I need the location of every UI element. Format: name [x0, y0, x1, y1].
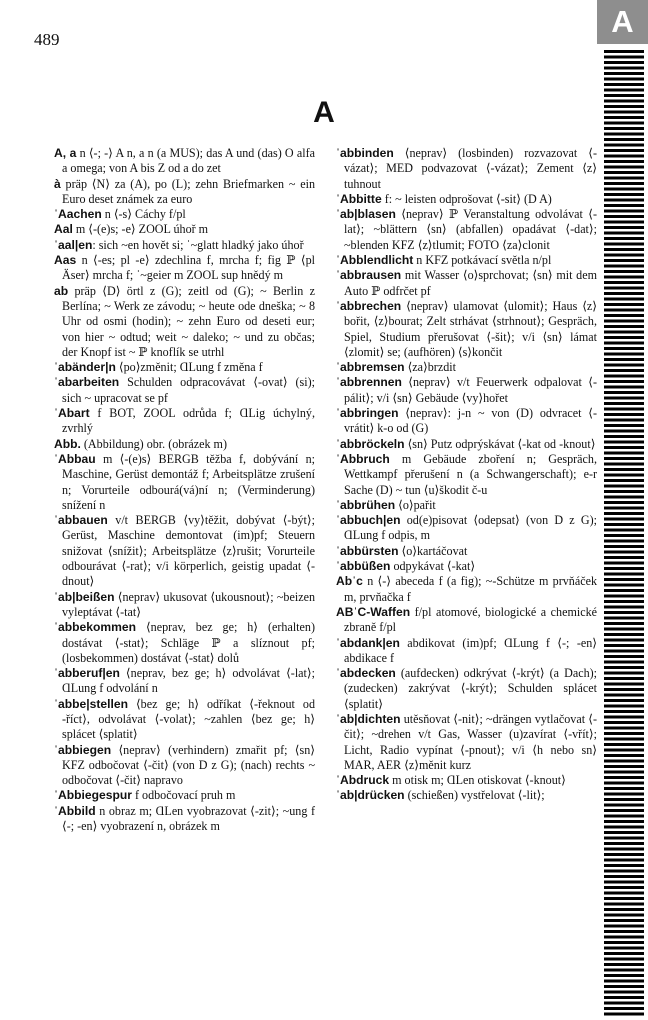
dictionary-entry: [336, 268, 597, 299]
entry-definition: m otisk m; ⱭLen otiskovat ⟨-knout⟩: [389, 773, 566, 788]
entry-headword: A, a: [54, 146, 77, 160]
dictionary-entry: [336, 146, 597, 192]
entry-headword: ABˈC-Waffen: [336, 604, 411, 619]
entry-definition: präp ⟨N⟩ za (A), po (L); zehn Briefmarken ~ ein Euro deset známek za euro: [60, 176, 315, 206]
entry-definition: n ⟨-es; pl -e⟩ zdechlina f, mrcha f; fig ℙ ⟨pl Äser⟩ mrcha f; ˈ~geier m ZOOL sup hnědý m: [62, 253, 315, 283]
entry-headword: ˈAbbild: [54, 803, 96, 818]
entry-definition: ⟨neprav⟩ (verhindern) zmařit pf; ⟨sn⟩ KFZ odbočovat ⟨-čit⟩ (von D z G); (nach) rechts ~ odbočovat ⟨-čit⟩ napravo: [62, 742, 315, 788]
dictionary-entry: [336, 544, 597, 559]
entry-headword: ˈabbauen: [54, 513, 108, 528]
entry-definition: Schulden odpracovávat ⟨-ovat⟩ (si); sich ~ upracovat se pf: [62, 375, 315, 405]
dictionary-entry: [54, 804, 315, 835]
entry-headword: ˈabbremsen: [336, 360, 405, 375]
entry-definition: f BOT, ZOOL odrůda f; ⱭLig úchylný, zvrhlý: [62, 406, 315, 436]
dictionary-entry: [336, 574, 597, 605]
entry-headword: ˈabbüßen: [336, 559, 391, 574]
entry-definition: ⟨za⟩brzdit: [404, 360, 456, 375]
page-number: 489: [34, 30, 60, 49]
dictionary-entry: [54, 207, 315, 222]
entry-definition: (Abbildung) obr. (obrázek m): [80, 436, 227, 451]
entry-headword: ˈabbuch|en: [336, 513, 401, 528]
entry-definition: od(e)pisovat ⟨odepsat⟩ (von D z G); ⱭLung f odpis, m: [344, 513, 597, 543]
entry-definition: ⟨neprav⟩ (losbinden) rozvazovat ⟨-vázat⟩; MED podvazovat ⟨-vázat⟩; Zement ⟨z⟩tuhnout: [344, 146, 597, 191]
entry-definition: ⟨o⟩pařit: [395, 497, 436, 512]
dictionary-entry: [54, 788, 315, 803]
left-column: [54, 146, 315, 834]
dictionary-entry: [336, 559, 597, 574]
entry-definition: ⟨sn⟩ Putz odprýskávat ⟨-kat od -knout⟩: [404, 436, 596, 451]
entry-definition: ⟨po⟩změnit; ⱭLung f změna f: [115, 360, 263, 375]
dictionary-entry: [336, 452, 597, 498]
entry-definition: f/pl atomové, biologické a chemické zbraně f/pl: [344, 604, 597, 635]
entry-definition: f: ~ leisten odprošovat ⟨-sit⟩ (D A): [381, 191, 552, 206]
entry-definition: ⟨neprav⟩ ukusovat ⟨ukousnout⟩; ~beizen vyleptávat ⟨-tat⟩: [62, 589, 315, 619]
entry-definition: : sich ~en hovět si; ˈ~glatt hladký jako úhoř: [92, 237, 304, 252]
dictionary-entry: [336, 192, 597, 207]
entry-definition: ⟨neprav⟩ ℙ Veranstaltung odvolávat ⟨-lat⟩; ~blättern ⟨sn⟩ (abfallen) opadávat ⟨-dat⟩; ~blenden KFZ ⟨z⟩tlumit; FOTO ⟨za⟩clonit: [344, 207, 597, 252]
entry-definition: n ⟨-⟩ abeceda f (a fig); ~-Schütze m prvňáček m, prvňačka f: [344, 574, 597, 604]
entry-headword: ˈabbrennen: [336, 375, 402, 390]
dictionary-entry: [54, 375, 315, 406]
entry-definition: ⟨o⟩kartáčovat: [398, 543, 468, 558]
dictionary-entry: [336, 773, 597, 788]
entry-definition: (schießen) vystřelovat ⟨-lit⟩;: [404, 788, 545, 803]
entry-headword: ˈAbdruck: [336, 773, 390, 788]
dictionary-entry: [54, 513, 315, 589]
entry-definition: ⟨neprav, bez ge; h⟩ odvolávat ⟨-lat⟩; ⱭLung f odvolání n: [62, 666, 315, 696]
entry-headword: ˈAbbitte: [336, 191, 382, 206]
entry-definition: mit Wasser ⟨o⟩sprchovat; ⟨sn⟩ mit dem Auto ℙ odfrčet pf: [344, 268, 597, 298]
dictionary-entry: [54, 437, 315, 452]
entry-headword: ˈabdank|en: [336, 635, 400, 650]
thumb-index-stripes: [604, 50, 644, 1018]
entry-headword: Aal: [54, 222, 73, 237]
dictionary-entry: [336, 636, 597, 667]
entry-headword: ˈabbe|stellen: [54, 696, 128, 711]
dictionary-entry: [54, 177, 315, 208]
entry-headword: ˈaal|en: [54, 237, 93, 252]
entry-headword: ˈabbürsten: [336, 543, 399, 558]
entry-definition: v/t BERGB ⟨vy⟩těžit, dobývat ⟨-být⟩; Gerüst, Maschine demontovat (im)pf; Steuern snižovat ⟨snížit⟩; Arbeitsplätze ⟨z⟩rušit; Vorurteile odbourávat ⟨-rat⟩; v/i körperlich, geistig upadat ⟨-dnout⟩: [62, 513, 315, 589]
dictionary-entry: [336, 513, 597, 544]
entry-headword: ˈabbekommen: [54, 620, 136, 635]
right-column: [336, 146, 597, 804]
entry-definition: ⟨neprav⟩ v/t Feuerwerk odpalovat ⟨-pálit⟩; v/i ⟨sn⟩ Gebäude ⟨vy⟩hořet: [344, 375, 597, 405]
dictionary-entry: [336, 253, 597, 268]
entry-headword: ˈabbrausen: [336, 268, 402, 283]
dictionary-entry: [54, 620, 315, 666]
dictionary-entry: [336, 788, 597, 803]
entry-headword: ab: [54, 283, 69, 298]
dictionary-entry: [54, 146, 315, 177]
entry-definition: odpykávat ⟨-kat⟩: [390, 559, 476, 574]
section-letter-heading: A: [313, 96, 335, 129]
dictionary-entry: [54, 697, 315, 743]
entry-definition: m ⟨-(e)s⟩ BERGB těžba f, dobývání n; Maschine, Gerüst demontáž f; Arbeitsplätze zrušení n; Vorurteile odbourá(vá)ní n; (Verminderung) snížení n: [62, 451, 315, 512]
dictionary-entry: [336, 666, 597, 712]
entry-headword: ˈabbrühen: [336, 497, 396, 512]
dictionary-entry: [54, 452, 315, 513]
entry-headword: ˈAachen: [54, 207, 102, 222]
dictionary-entry: [336, 437, 597, 452]
entry-headword: à: [54, 176, 61, 191]
entry-headword: ˈab|beißen: [54, 589, 115, 604]
entry-definition: n ⟨-; -⟩ A n, a n (a MUS); das A und (das) O alfa a omega; von A bis Z od a do zet: [62, 146, 315, 176]
dictionary-entry: [54, 360, 315, 375]
entry-definition: ⟨neprav⟩: j-n ~ von (D) odvracet ⟨-vrátit⟩ k-o od (G): [344, 406, 597, 436]
entry-headword: ˈAbbau: [54, 451, 96, 466]
entry-definition: utěsňovat ⟨-nit⟩; ~drängen vytlačovat ⟨-čit⟩; ~drehen v/t Gas, Wasser (u)zavírat ⟨-vřít⟩; Licht, Radio vypínat ⟨-pnout⟩; v/i ⟨h nebo sn⟩ MAR, AER ⟨z⟩měnit kurz: [344, 711, 597, 772]
entry-definition: präp ⟨D⟩ örtl z (G); zeitl od (G); ~ Berlin z Berlína; ~ Werk ze závodu; ~ heute ode dneška; ~ 8 Uhr od osmi (hodin); ~ zehn Euro od deseti eur; von hier ~ odtud; weit ~ daleko; ~ und zu občas; der Knopf ist ~ ℙ knoflík se utrhl: [62, 283, 315, 359]
entry-headword: ˈabarbeiten: [54, 375, 120, 390]
entry-definition: m Gebäude zboření n; Gespräch, Wettkampf přerušení n (a Schwangerschaft); e-r Sache (D) ~ tun ⟨u⟩škodit č-u: [344, 451, 597, 497]
dictionary-entry: [336, 605, 597, 636]
dictionary-entry: [54, 284, 315, 360]
dictionary-entry: [336, 712, 597, 773]
entry-definition: n ⟨-s⟩ Cáchy f/pl: [101, 207, 186, 222]
entry-headword: Abˈc: [336, 574, 363, 589]
entry-definition: m ⟨-(e)s; -e⟩ ZOOL úhoř m: [72, 222, 209, 237]
entry-headword: ˈabbringen: [336, 406, 399, 421]
entry-headword: ˈabbrechen: [336, 298, 402, 313]
dictionary-entry: [336, 498, 597, 513]
entry-definition: n KFZ potkávací světla n/pl: [413, 253, 552, 268]
entry-headword: ˈabberuf|en: [54, 666, 120, 681]
entry-headword: ˈAbbiegespur: [54, 788, 132, 803]
dictionary-entry: [54, 666, 315, 697]
dictionary-entry: [336, 299, 597, 360]
entry-headword: ˈAbblendlicht: [336, 253, 414, 268]
entry-headword: ˈabbiegen: [54, 742, 112, 757]
dictionary-entry: [54, 238, 315, 253]
entry-definition: f odbočovací pruh m: [131, 788, 236, 803]
entry-headword: ˈAbbruch: [336, 451, 390, 466]
entry-definition: ⟨neprav⟩ ulamovat ⟨ulomit⟩; Haus ⟨z⟩bořit, ⟨z⟩bourat; Zelt strhávat ⟨strhnout⟩; Gespräch, Spiel, Studium přerušovat ⟨-šit⟩; v/i ⟨sn⟩ lámat ⟨zlomit⟩ se; (aufhören) ⟨s⟩končit: [344, 298, 597, 359]
thumb-index-tab: A: [597, 0, 648, 44]
dictionary-entry: [54, 253, 315, 284]
entry-headword: ˈabdecken: [336, 666, 396, 681]
dictionary-entry: [336, 406, 597, 437]
dictionary-entry: [54, 222, 315, 237]
entry-headword: Aas: [54, 253, 77, 268]
entry-definition: n obraz m; ⱭLen vyobrazovat ⟨-zit⟩; ~ung f ⟨-; -en⟩ vyobrazení n, obrázek m: [62, 803, 315, 834]
entry-definition: abdikovat (im)pf; ⱭLung f ⟨-; -en⟩ abdikace f: [344, 635, 597, 665]
entry-headword: ˈab|blasen: [336, 207, 396, 222]
dictionary-entry: [54, 406, 315, 437]
entry-headword: ˈAbart: [54, 406, 90, 421]
dictionary-entry: [336, 375, 597, 406]
entry-definition: ⟨neprav, bez ge; h⟩ (erhalten) dostávat ⟨-stat⟩; Schläge ℙ a slíznout pf; (losbekommen) dostávat ⟨-stat⟩ dolů: [62, 620, 315, 665]
entry-headword: ˈab|drücken: [336, 788, 405, 803]
dictionary-entry: [336, 207, 597, 253]
entry-headword: Abb.: [54, 436, 81, 451]
entry-headword: ˈabbröckeln: [336, 436, 405, 451]
dictionary-entry: [54, 743, 315, 789]
entry-definition: (aufdecken) odkrývat ⟨-krýt⟩ (a Dach); (zudecken) zakrývat ⟨-krýt⟩; Schulden splácet ⟨splatit⟩: [344, 666, 597, 711]
entry-definition: ⟨bez ge; h⟩ odříkat ⟨-řeknout od -říct⟩, odvolávat ⟨-volat⟩; ~zahlen ⟨bez ge; h⟩ splácet ⟨splatit⟩: [62, 696, 315, 742]
entry-headword: ˈab|dichten: [336, 711, 401, 726]
entry-headword: ˈabänder|n: [54, 360, 116, 375]
entry-headword: ˈabbinden: [336, 146, 394, 160]
dictionary-entry: [336, 360, 597, 375]
dictionary-entry: [54, 590, 315, 621]
